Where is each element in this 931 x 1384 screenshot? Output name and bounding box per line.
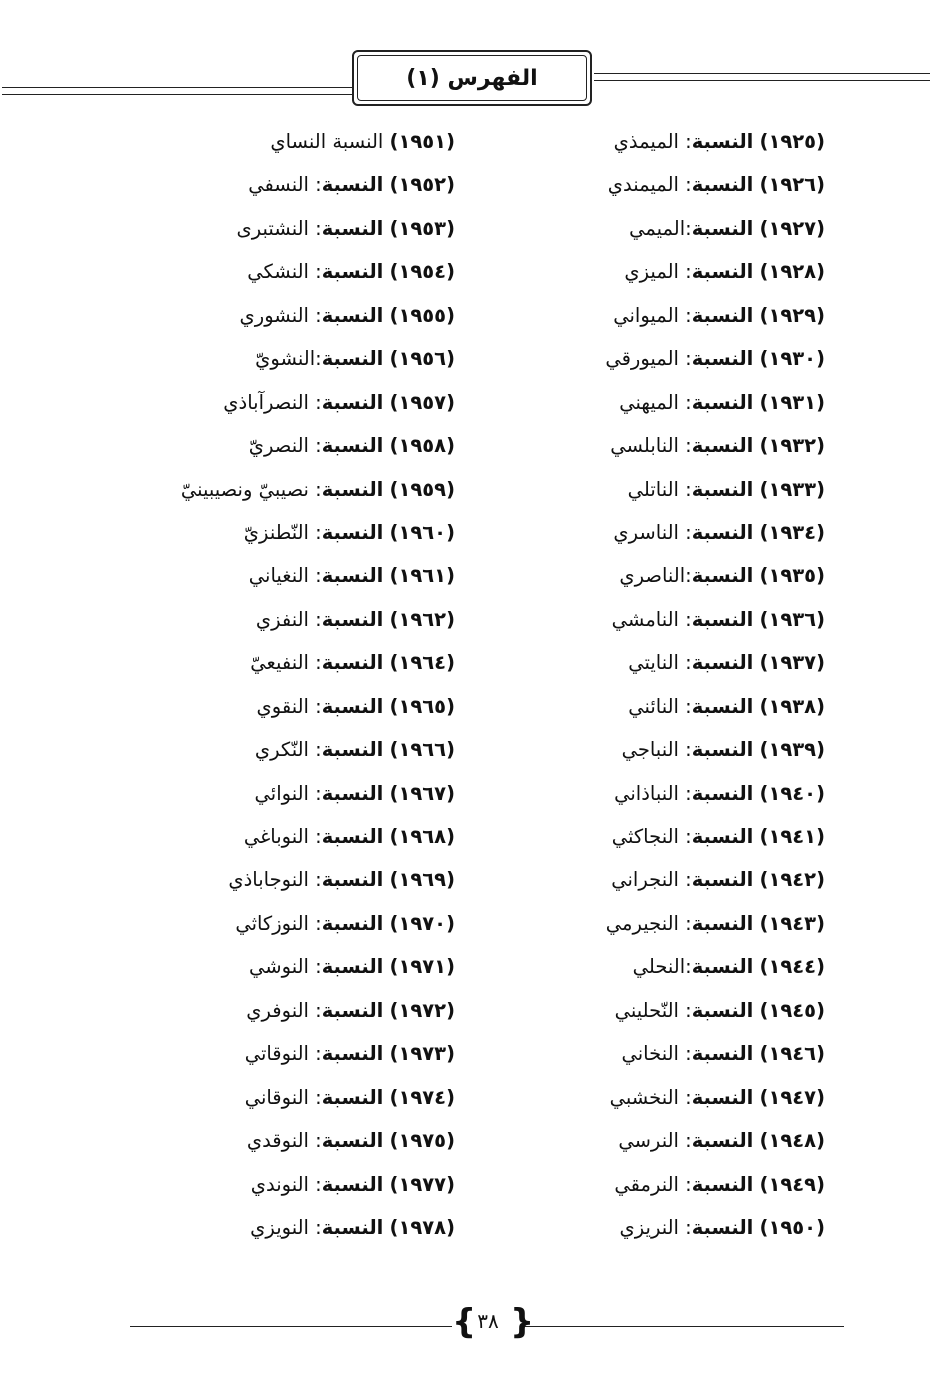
entry-label: النسبة (321, 390, 384, 414)
header-rule-left-top (2, 87, 352, 88)
entry-name: النباذاني (614, 781, 679, 805)
index-entry (95, 511, 455, 554)
header-rule-left-bottom (2, 94, 352, 95)
entry-separator: : (678, 651, 692, 675)
entry-label: النسبة (321, 303, 384, 327)
index-entry (95, 815, 455, 858)
index-entry (95, 641, 455, 684)
entry-label: النسبة (691, 1085, 754, 1109)
entry-number: (١٩٧٢) (389, 998, 455, 1022)
entry-name: الناصري (619, 564, 686, 588)
entry-separator: : (308, 955, 322, 979)
entry-separator: : (308, 1042, 322, 1066)
entry-label: النسبة (691, 998, 754, 1022)
entry-name: النوزكاثي (235, 911, 309, 935)
entry-separator: : (678, 868, 692, 892)
entry-name: النشويّ (255, 347, 316, 371)
entry-number: (١٩٤٩) (759, 1172, 825, 1196)
entry-name: النويزي (250, 1215, 309, 1239)
index-entry (465, 1206, 825, 1249)
header-title-box (352, 50, 592, 106)
footer-rule-left (130, 1326, 452, 1327)
entry-separator: : (308, 868, 322, 892)
entry-number: (١٩٦٠) (389, 520, 455, 544)
entry-label: النسبة (691, 738, 754, 762)
entry-name: النريزي (619, 1215, 679, 1239)
entry-name: النوقاتي (244, 1042, 309, 1066)
entry-number: (١٩٦٩) (389, 868, 455, 892)
entry-number: (١٩٤٧) (759, 1085, 825, 1109)
entry-number: (١٩٣٧) (759, 651, 825, 675)
entry-name: نصيبيّ ونصيبينيّ (180, 477, 309, 501)
entry-number: (١٩٢٦) (759, 173, 825, 197)
index-entry (465, 989, 825, 1032)
entry-name: النامشي (611, 607, 679, 631)
entry-number: (١٩٥٠) (759, 1215, 825, 1239)
entry-number: (١٩٧٣) (389, 1042, 455, 1066)
entry-separator: : (685, 216, 692, 240)
index-entry (465, 554, 825, 597)
entry-label: النسبة (691, 1172, 754, 1196)
index-entry (465, 598, 825, 641)
entry-label: النسبة (321, 564, 384, 588)
entry-separator: : (678, 1085, 692, 1109)
entry-number: (١٩٣١) (759, 390, 825, 414)
entry-name: النشتبرى (236, 216, 309, 240)
index-entry (465, 120, 825, 163)
entry-label: النسبة (691, 130, 754, 153)
entry-number: (١٩٥٢) (389, 173, 455, 197)
entry-number: (١٩٥١) (389, 130, 455, 153)
entry-label: النسبة (691, 868, 754, 892)
index-entry (95, 381, 455, 424)
index-entry (95, 685, 455, 728)
entry-label: النسبة (691, 607, 754, 631)
index-entry (95, 1032, 455, 1075)
entry-number: (١٩٦٤) (389, 651, 455, 675)
entry-label: النسبة (321, 911, 384, 935)
entry-number: (١٩٥٧) (389, 390, 455, 414)
entry-label: النسبة (691, 216, 754, 240)
index-entry (465, 337, 825, 380)
entry-label: النسبة (321, 607, 384, 631)
entry-separator: : (678, 434, 692, 458)
entry-separator: : (308, 564, 322, 588)
entry-number: (١٩٦٦) (389, 738, 455, 762)
entry-separator: : (308, 173, 322, 197)
entry-number: (١٩٢٧) (759, 216, 825, 240)
entry-number: (١٩٧٧) (389, 1172, 455, 1196)
entry-name: النوباغي (243, 825, 309, 848)
index-entry (465, 1076, 825, 1119)
index-entry (465, 163, 825, 206)
entry-name: الميورقي (605, 347, 679, 371)
header-rule-right-top (594, 73, 930, 74)
entry-name: النوشي (249, 955, 309, 979)
entry-separator: : (678, 130, 692, 153)
entry-separator: : (308, 1129, 322, 1153)
index-entry (465, 945, 825, 988)
entry-label: النسبة (691, 564, 754, 588)
entry-separator: : (678, 694, 692, 718)
entry-name: النجراني (611, 868, 679, 892)
entry-label: النسبة (691, 303, 754, 327)
entry-name: النرمقي (614, 1172, 679, 1196)
entry-separator: : (678, 1215, 692, 1239)
index-column-right (465, 120, 825, 1249)
entry-label: النسبة (321, 1042, 384, 1066)
entry-separator: : (678, 738, 692, 762)
entry-separator: : (678, 607, 692, 631)
entry-label: النسبة (321, 347, 384, 371)
index-entry (95, 468, 455, 511)
entry-separator: : (685, 955, 692, 979)
entry-number: (١٩٣٠) (759, 347, 825, 371)
entry-separator: : (315, 347, 322, 371)
entry-name: النصرآباذي (223, 390, 309, 414)
index-entry (465, 468, 825, 511)
entry-label: النسبة (691, 434, 754, 458)
entry-label: النسبة (691, 911, 754, 935)
entry-separator: : (308, 520, 322, 544)
entry-name: النشوري (239, 303, 309, 327)
entry-number: (١٩٣٥) (759, 564, 825, 588)
index-entry (465, 1119, 825, 1162)
entry-name: الميمندي (607, 173, 679, 197)
entry-name: النجيرمي (605, 911, 679, 935)
entry-number: (١٩٢٨) (759, 260, 825, 284)
entry-number: (١٩٦٢) (389, 607, 455, 631)
index-entry (95, 945, 455, 988)
entry-name: النوقاني (244, 1085, 309, 1109)
entry-number: (١٩٦٧) (389, 781, 455, 805)
entry-name: النايتي (628, 651, 679, 675)
entry-separator: : (678, 347, 692, 371)
entry-separator: : (308, 477, 322, 501)
entry-number: (١٩٧٠) (389, 911, 455, 935)
entry-name: النشكي (247, 260, 309, 284)
entry-number: (١٩٦١) (389, 564, 455, 588)
entry-label: النسبة (691, 694, 754, 718)
entry-number: (١٩٤٨) (759, 1129, 825, 1153)
entry-separator: : (678, 1172, 692, 1196)
entry-name: النغياني (248, 564, 309, 588)
entry-separator: : (678, 781, 692, 805)
entry-name: النصريّ (248, 434, 309, 458)
index-entry (465, 902, 825, 945)
entry-separator: : (678, 520, 692, 544)
entry-label: النسبة (691, 955, 754, 979)
index-entry (465, 858, 825, 901)
entry-number: (١٩٣٨) (759, 694, 825, 718)
index-entry (465, 511, 825, 554)
footer-brace-left: { (452, 1302, 477, 1342)
entry-separator: : (308, 1172, 322, 1196)
index-entry (95, 1119, 455, 1162)
entry-number: (١٩٣٣) (759, 477, 825, 501)
entry-label: النسبة (691, 520, 754, 544)
index-entry (95, 207, 455, 250)
entry-label: النسبة (321, 216, 384, 240)
entry-number: (١٩٣٢) (759, 434, 825, 458)
entry-separator: : (308, 303, 322, 327)
index-entry (95, 250, 455, 293)
entry-number: (١٩٧٨) (389, 1215, 455, 1239)
entry-name: النحلي (632, 955, 686, 979)
entry-number: (١٩٤١) (759, 825, 825, 848)
index-entry (95, 337, 455, 380)
entry-name: النسفي (248, 173, 309, 197)
header-rule-right-bottom (594, 80, 930, 81)
entry-name: النّكري (254, 738, 309, 762)
entry-separator: : (308, 781, 322, 805)
entry-label: النسبة (321, 955, 384, 979)
entry-separator: : (308, 738, 322, 762)
entry-separator: : (308, 1215, 322, 1239)
index-entry (95, 120, 455, 163)
index-entry (465, 641, 825, 684)
entry-number: (١٩٤٤) (759, 955, 825, 979)
entry-label: النسبة (691, 260, 754, 284)
entry-name: النخشبي (609, 1085, 679, 1109)
entry-label: النسبة (691, 173, 754, 197)
index-entry (465, 685, 825, 728)
entry-name: النفيعيّ (250, 651, 309, 675)
index-entry (95, 902, 455, 945)
entry-separator: : (685, 564, 692, 588)
entry-label: النسبة (321, 781, 384, 805)
entry-number: (١٩٤٢) (759, 868, 825, 892)
index-entry (95, 728, 455, 771)
entry-label: النسبة (691, 477, 754, 501)
entry-name: النرسي (618, 1129, 679, 1153)
entry-name: الميمي (629, 216, 686, 240)
page-title: الفهرس (١) (406, 65, 538, 91)
entry-name: النابلسي (610, 434, 679, 458)
entry-label: النسبة (321, 651, 384, 675)
entry-separator: : (678, 1129, 692, 1153)
index-entry (95, 1206, 455, 1249)
index-entry (95, 163, 455, 206)
entry-number: (١٩٤٣) (759, 911, 825, 935)
entry-name: النباجي (621, 738, 679, 762)
entry-name: الناسري (613, 520, 679, 544)
entry-label: النسبة (691, 781, 754, 805)
index-entry (465, 381, 825, 424)
entry-name: الميهني (619, 390, 679, 414)
entry-number: (١٩٥٩) (389, 477, 455, 501)
entry-label: النسبة (321, 434, 384, 458)
entry-number: (١٩٧١) (389, 955, 455, 979)
entry-separator: : (678, 303, 692, 327)
entry-separator: : (678, 390, 692, 414)
footer-rule-right (524, 1326, 844, 1327)
index-entry (465, 424, 825, 467)
entry-label: النسبة (321, 694, 384, 718)
entry-separator: : (308, 390, 322, 414)
entry-separator: : (678, 825, 692, 848)
index-entry (95, 294, 455, 337)
entry-separator: : (308, 911, 322, 935)
entry-name: النجاكثي (611, 825, 679, 848)
index-entry (95, 598, 455, 641)
entry-label: النسبة (321, 868, 384, 892)
index-entry (95, 554, 455, 597)
entry-separator: : (308, 607, 322, 631)
entry-label: النسبة (321, 173, 384, 197)
index-entry (95, 772, 455, 815)
entry-number: (١٩٥٣) (389, 216, 455, 240)
entry-label: النسبة (321, 825, 384, 848)
entry-name: النسبة النساي (270, 130, 384, 153)
entry-number: (١٩٣٤) (759, 520, 825, 544)
entry-separator: : (678, 1042, 692, 1066)
entry-label: النسبة (321, 520, 384, 544)
entry-name: الميواني (613, 303, 679, 327)
entry-number: (١٩٤٥) (759, 998, 825, 1022)
entry-name: النوجاباذي (228, 868, 309, 892)
entry-name: الميمذي (613, 130, 679, 153)
entry-name: النوائي (254, 781, 309, 805)
entry-label: النسبة (691, 1042, 754, 1066)
entry-separator: : (308, 260, 322, 284)
entry-name: الناتلي (627, 477, 679, 501)
entry-separator: : (308, 825, 322, 848)
index-entry (465, 1163, 825, 1206)
entry-name: النوقدي (246, 1129, 309, 1153)
entry-label: النسبة (321, 1085, 384, 1109)
entry-name: النائني (628, 694, 679, 718)
entry-number: (١٩٥٦) (389, 347, 455, 371)
entry-separator: : (678, 911, 692, 935)
entry-separator: : (308, 998, 322, 1022)
index-entry (465, 772, 825, 815)
entry-label: النسبة (691, 651, 754, 675)
entry-name: النقوي (256, 694, 309, 718)
entry-name: النفزي (255, 607, 309, 631)
entry-label: النسبة (321, 1215, 384, 1239)
entry-name: النّحليني (614, 998, 679, 1022)
entry-separator: : (678, 260, 692, 284)
index-entry (465, 207, 825, 250)
entry-number: (١٩٤٦) (759, 1042, 825, 1066)
entry-separator: : (308, 1085, 322, 1109)
entry-number: (١٩٥٨) (389, 434, 455, 458)
entry-number: (١٩٥٥) (389, 303, 455, 327)
index-entry (95, 989, 455, 1032)
entry-number: (١٩٦٨) (389, 825, 455, 848)
entry-number: (١٩٣٩) (759, 738, 825, 762)
entry-label: النسبة (691, 347, 754, 371)
index-entry (95, 424, 455, 467)
entry-number: (١٩٧٤) (389, 1085, 455, 1109)
page-number: ٣٨ (477, 1309, 499, 1333)
entry-number: (١٩٦٥) (389, 694, 455, 718)
entry-label: النسبة (321, 1129, 384, 1153)
entry-number: (١٩٧٥) (389, 1129, 455, 1153)
entry-number: (١٩٥٤) (389, 260, 455, 284)
entry-label: النسبة (321, 260, 384, 284)
entry-name: الميزي (624, 260, 679, 284)
index-entry (465, 1032, 825, 1075)
entry-name: النخاني (621, 1042, 679, 1066)
entry-label: النسبة (321, 738, 384, 762)
entry-label: النسبة (321, 1172, 384, 1196)
entry-label: النسبة (321, 477, 384, 501)
index-entry (95, 1076, 455, 1119)
index-column-left (95, 120, 455, 1249)
index-entry (465, 728, 825, 771)
index-entry (465, 815, 825, 858)
entry-name: النّطنزيّ (243, 520, 309, 544)
entry-label: النسبة (691, 1215, 754, 1239)
entry-label: النسبة (691, 825, 754, 848)
entry-label: النسبة (691, 390, 754, 414)
entry-name: النوندي (250, 1172, 309, 1196)
entry-number: (١٩٢٩) (759, 303, 825, 327)
entry-number: (١٩٣٦) (759, 607, 825, 631)
entry-separator: : (308, 434, 322, 458)
entry-number: (١٩٢٥) (759, 130, 825, 153)
entry-label: النسبة (691, 1129, 754, 1153)
entry-separator: : (308, 651, 322, 675)
index-entry (465, 250, 825, 293)
entry-separator: : (678, 477, 692, 501)
footer-brace-right: } (510, 1302, 535, 1342)
index-entry (95, 858, 455, 901)
entry-separator: : (678, 173, 692, 197)
entry-separator: : (308, 216, 322, 240)
index-entry (95, 1163, 455, 1206)
entry-label: النسبة (321, 998, 384, 1022)
entry-separator: : (678, 998, 692, 1022)
index-entry (465, 294, 825, 337)
entry-number: (١٩٤٠) (759, 781, 825, 805)
entry-name: النوفري (246, 998, 309, 1022)
entry-separator: : (308, 694, 322, 718)
